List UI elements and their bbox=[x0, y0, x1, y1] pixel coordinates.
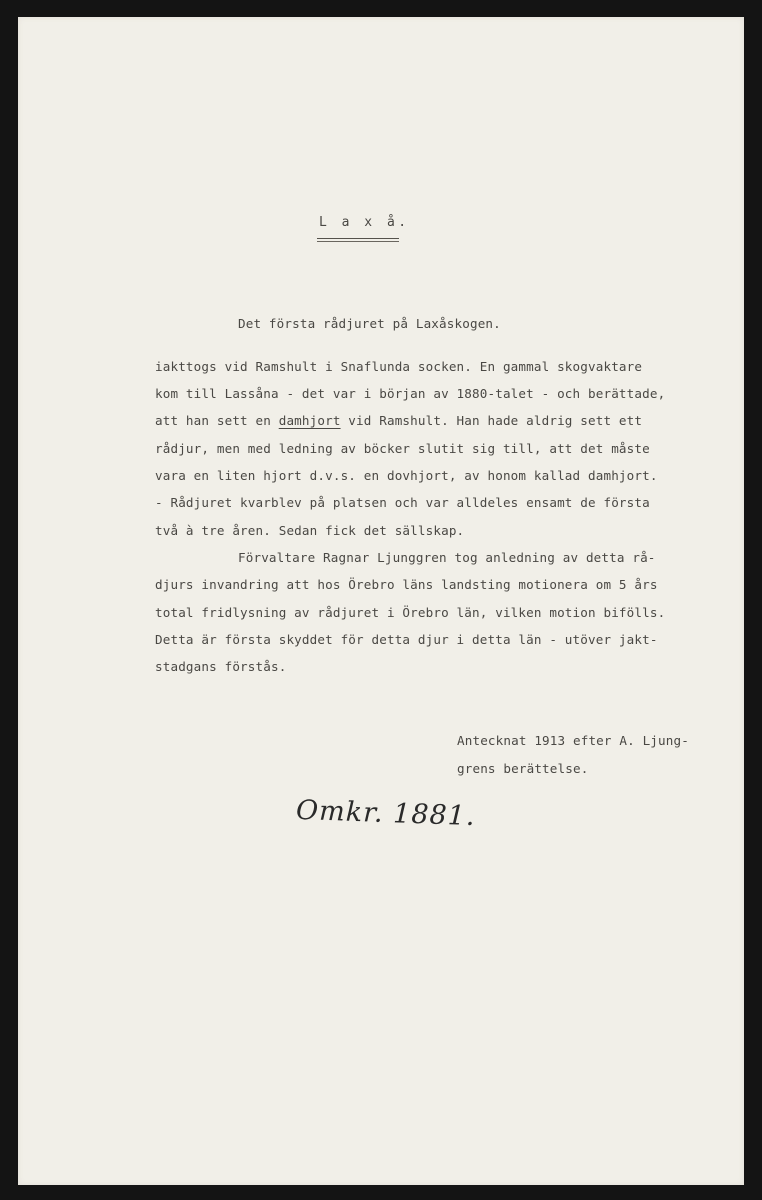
paragraph-2-line-2: djurs invandring att hos Örebro läns landsting motionera om 5 års bbox=[155, 577, 658, 592]
paragraph-2-line-4: Detta är första skyddet för detta djur i detta län - utöver jakt- bbox=[155, 632, 658, 647]
handwritten-date-note: Omkr. 1881. bbox=[295, 794, 476, 833]
document-title: L a x å. bbox=[319, 215, 410, 230]
line-3-text-before: att han sett en bbox=[155, 413, 279, 428]
line-3-text-after: vid Ramshult. Han hade aldrig sett ett bbox=[340, 413, 643, 428]
document-page bbox=[18, 17, 744, 1185]
document-subtitle: Det första rådjuret på Laxåskogen. bbox=[238, 316, 501, 331]
paragraph-2-line-1: Förvaltare Ragnar Ljunggren tog anledning av detta rå- bbox=[238, 550, 656, 565]
paragraph-2-line-5: stadgans förstås. bbox=[155, 659, 287, 674]
signature-line-1: Antecknat 1913 efter A. Ljung- bbox=[457, 733, 689, 748]
paragraph-1-line-4: rådjur, men med ledning av böcker slutit sig till, att det måste bbox=[155, 441, 650, 456]
paragraph-2-line-3: total fridlysning av rådjuret i Örebro län, vilken motion bifölls. bbox=[155, 605, 666, 620]
paragraph-1-line-5: vara en liten hjort d.v.s. en dovhjort, av honom kallad damhjort. bbox=[155, 468, 658, 483]
paragraph-1-line-3 bbox=[155, 413, 642, 428]
paragraph-1-line-7: två à tre åren. Sedan fick det sällskap. bbox=[155, 523, 465, 538]
title-underline bbox=[317, 238, 399, 239]
underlined-word: damhjort bbox=[278, 413, 341, 428]
signature-line-2: grens berättelse. bbox=[457, 761, 589, 776]
paragraph-1-line-2: kom till Lassåna - det var i början av 1880-talet - och berättade, bbox=[155, 386, 666, 401]
paragraph-1-line-1: iakttogs vid Ramshult i Snaflunda socken. En gammal skogvaktare bbox=[155, 359, 643, 374]
title-underline-second bbox=[317, 241, 399, 242]
paragraph-1-line-6: - Rådjuret kvarblev på platsen och var alldeles ensamt de första bbox=[155, 495, 650, 510]
